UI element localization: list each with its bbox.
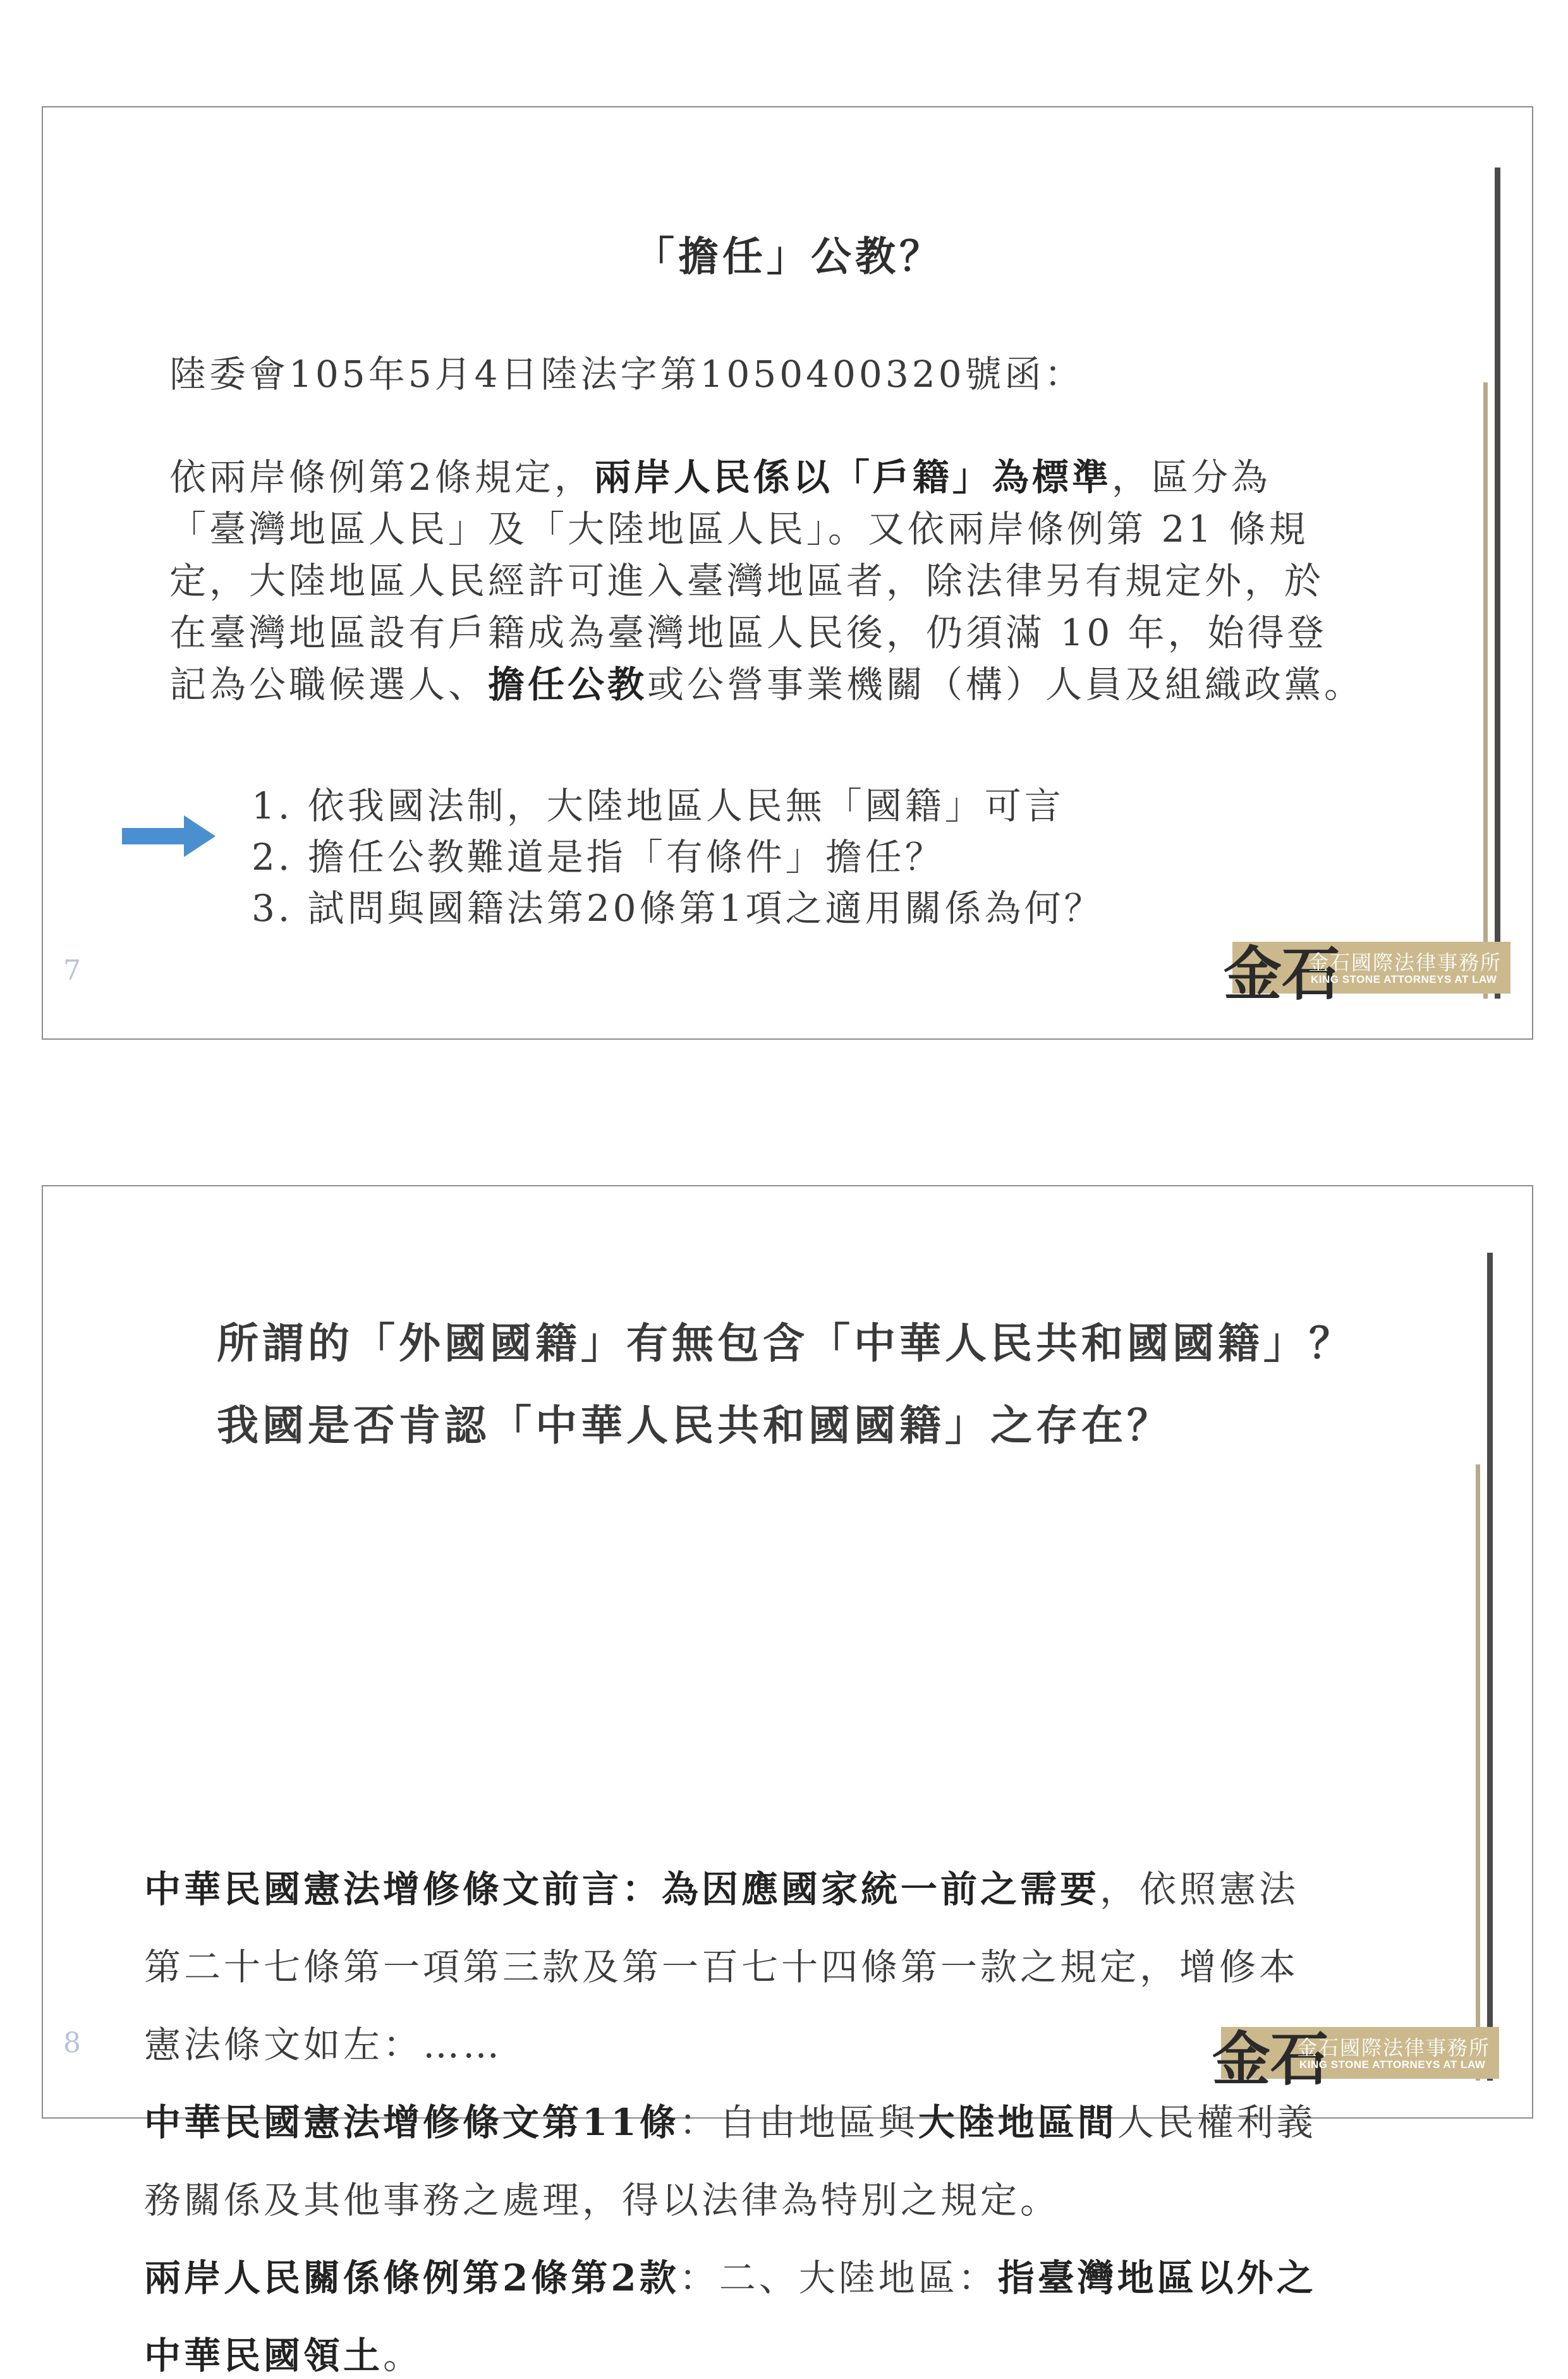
question-title-1: 所謂的「外國國籍」有無包含「中華人民共和國國籍」？ [217, 1318, 1354, 1368]
paragraph-line [144, 1937, 1299, 1990]
logo-mark: 金石 [1212, 2025, 1329, 2093]
paragraph-line [169, 655, 1364, 708]
text-run: ：自由地區與 [679, 2101, 918, 2144]
logo-name-en: KING STONE ATTORNEYS AT LAW [1311, 973, 1497, 985]
logo-name-cn: 金石國際法律事務所 [1308, 951, 1502, 975]
paragraph-line [144, 2326, 423, 2379]
decorative-bar-tan [1483, 382, 1488, 999]
logo-name-cn: 金石國際法律事務所 [1297, 2036, 1491, 2060]
slide-title: 「擔任」公教？ [634, 233, 944, 281]
text-run: ，區分為 [1111, 456, 1271, 499]
text-run: 或公營事業機關（構）人員及組織政黨。 [647, 663, 1364, 706]
paragraph-line [169, 551, 1324, 604]
bold-text-run: 擔任公教 [488, 663, 648, 706]
text-run: 。 [383, 2334, 423, 2377]
bold-text-run: 兩岸人民關係條例第2條第2款 [144, 2256, 679, 2299]
firm-logo [1212, 2025, 1499, 2093]
bold-text-run: 指臺灣地區以外之 [997, 2256, 1316, 2299]
bold-text-run: 大陸地區間 [918, 2101, 1117, 2144]
question-item-3: 3. 試問與國籍法第20條第1項之適用關係為何？ [252, 887, 1104, 930]
paragraph-line [144, 2248, 1316, 2301]
paragraph-line [144, 1859, 1299, 1913]
logo-mark: 金石 [1224, 940, 1340, 1008]
bold-text-run: 中華民國憲法增修條文前言：為因應國家統一前之需要 [144, 1868, 1100, 1911]
letter-reference: 陸委會105年5月4日陸法字第1050400320號函： [169, 353, 1085, 396]
text-run: 務關係及其他事務之處理，得以法律為特別之規定。 [144, 2179, 1061, 2222]
text-run: 「臺灣地區人民」及「大陸地區人民」。又依兩岸條例第 21 條規 [169, 508, 1309, 551]
paragraph-line [144, 2015, 502, 2068]
text-run: ，依照憲法 [1100, 1868, 1299, 1911]
bold-text-run: 中華民國領土 [144, 2334, 384, 2377]
arrow-right-icon [122, 814, 217, 858]
decorative-bar-dark [1487, 1253, 1493, 2081]
bold-text-run: 中華民國憲法增修條文第11條 [144, 2101, 679, 2144]
question-item-2: 2. 擔任公教難道是指「有條件」擔任？ [252, 836, 945, 879]
page-number: 7 [63, 954, 81, 987]
text-run: 第二十七條第一項第三款及第一百七十四條第一款之規定，增修本 [144, 1945, 1299, 1988]
decorative-bar-tan [1476, 1464, 1480, 2081]
text-run: 人民權利義 [1117, 2101, 1316, 2144]
page-number: 8 [63, 2027, 81, 2059]
paragraph-line [144, 2093, 1316, 2146]
slide-7 [42, 106, 1533, 1040]
paragraph-line [169, 603, 1327, 656]
paragraph-line [144, 2170, 1060, 2224]
text-run: 依兩岸條例第2條規定， [169, 456, 594, 499]
text-run: 在臺灣地區設有戶籍成為臺灣地區人民後，仍須滿 10 年，始得登 [169, 611, 1327, 654]
text-run: 定，大陸地區人民經許可進入臺灣地區者，除法律另有規定外，於 [169, 559, 1325, 602]
paragraph-line [169, 447, 1271, 501]
slide-8 [42, 1185, 1533, 2377]
decorative-bar-dark [1495, 167, 1500, 999]
logo-name-en: KING STONE ATTORNEYS AT LAW [1299, 2059, 1486, 2071]
question-title-2: 我國是否肯認「中華人民共和國國籍」之存在？ [217, 1401, 1172, 1450]
paragraph-line [169, 499, 1309, 552]
text-run: 記為公職候選人、 [169, 663, 489, 706]
text-run: ：二、大陸地區： [679, 2256, 998, 2299]
bold-text-run: 兩岸人民係以「戶籍」為標準 [593, 456, 1112, 499]
question-item-1: 1. 依我國法制，大陸地區人民無「國籍」可言 [252, 784, 1064, 827]
firm-logo [1224, 940, 1510, 1008]
text-run: 憲法條文如左：…… [144, 2023, 503, 2066]
